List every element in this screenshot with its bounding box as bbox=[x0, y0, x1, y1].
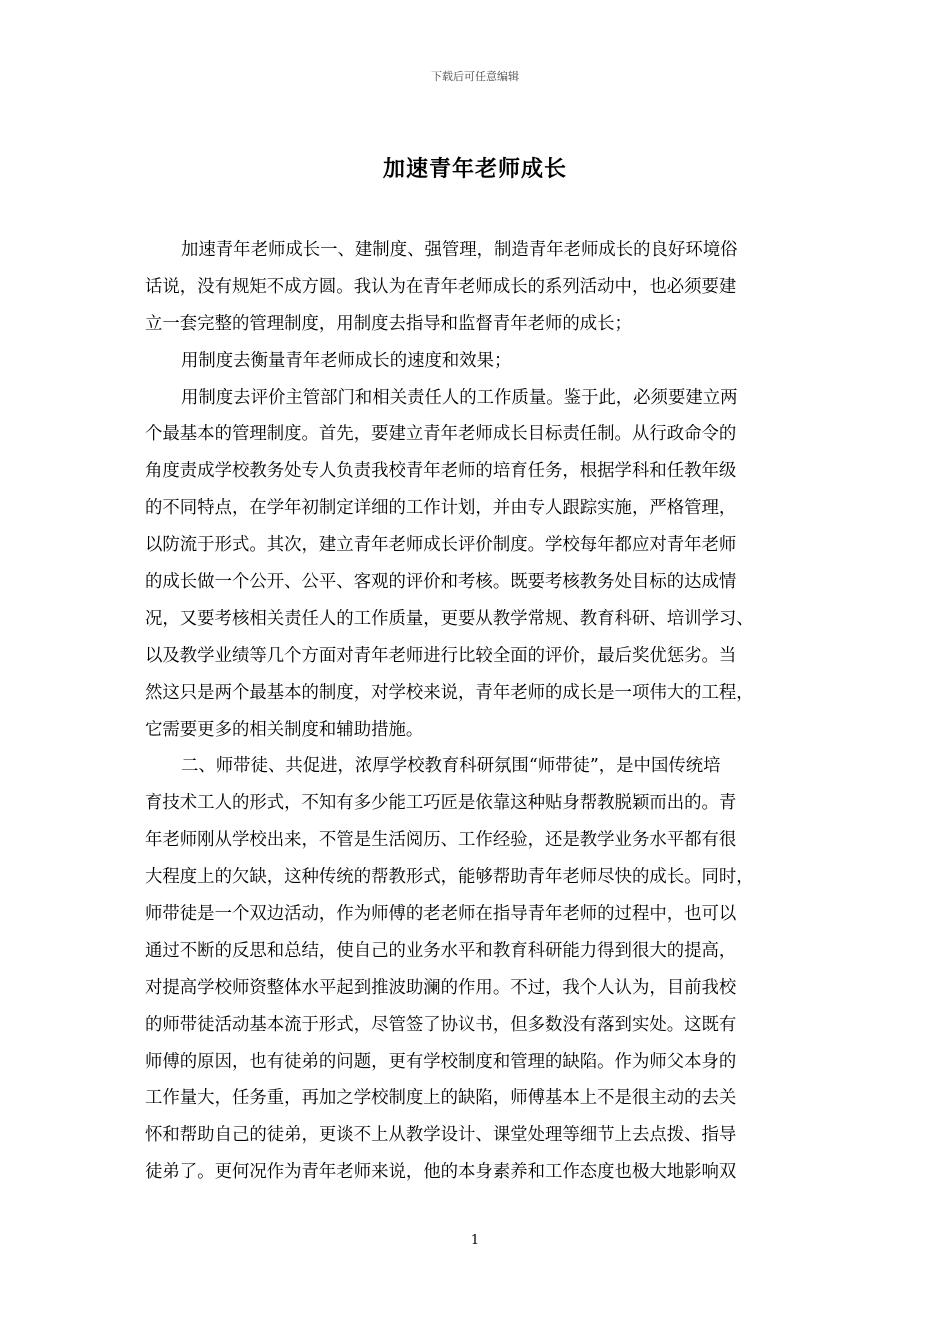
text-line: 对提高学校师资整体水平起到推波助澜的作用。不过，我个人认为，目前我校 bbox=[145, 977, 737, 998]
text-line: 然这只是两个最基本的制度，对学校来说，青年老师的成长是一项伟大的工程， bbox=[145, 682, 754, 703]
text-line: 个最基本的管理制度。首先，要建立青年老师成长目标责任制。从行政命令的 bbox=[145, 424, 737, 445]
text-line: 以防流于形式。其次，建立青年老师成长评价制度。学校每年都应对青年老师 bbox=[145, 535, 737, 556]
text-line: 年老师刚从学校出来，不管是生活阅历、工作经验，还是教学业务水平都有很 bbox=[145, 830, 737, 851]
text-line: 师带徒是一个双边活动，作为师傅的老老师在指导青年老师的过程中，也可以 bbox=[145, 904, 737, 925]
body-text bbox=[145, 232, 817, 1191]
header-note: 下载后可任意编辑 bbox=[431, 70, 519, 83]
text-line: 徒弟了。更何况作为青年老师来说，他的本身素养和工作态度也极大地影响双 bbox=[145, 1162, 737, 1183]
text-line: 用制度去评价主管部门和相关责任人的工作质量。鉴于此，必须要建立两 bbox=[181, 387, 738, 408]
text-line: 工作量大，任务重，再加之学校制度上的缺陷，师傅基本上不是很主动的去关 bbox=[145, 1088, 737, 1109]
text-line: 立一套完整的管理制度，用制度去指导和监督青年老师的成长； bbox=[145, 313, 632, 334]
text-line: 的师带徒活动基本流于形式，尽管签了协议书，但多数没有落到实处。这既有 bbox=[145, 1014, 737, 1035]
text-line: 的不同特点，在学年初制定详细的工作计划，并由专人跟踪实施，严格管理， bbox=[145, 498, 737, 519]
page-number: 1 bbox=[470, 1233, 480, 1248]
text-line: 用制度去衡量青年老师成长的速度和效果； bbox=[181, 350, 512, 371]
text-line: 育技术工人的形式，不知有多少能工巧匠是依靠这种贴身帮教脱颖而出的。青 bbox=[145, 793, 737, 814]
text-line: 的成长做一个公开、公平、客观的评价和考核。既要考核教务处目标的达成情 bbox=[145, 572, 737, 593]
text-line: 大程度上的欠缺，这种传统的帮教形式，能够帮助青年老师尽快的成长。同时， bbox=[145, 867, 754, 888]
text-line: 通过不断的反思和总结，使自己的业务水平和教育科研能力得到很大的提高， bbox=[145, 940, 737, 961]
text-line: 以及教学业绩等几个方面对青年老师进行比较全面的评价，最后奖优惩劣。当 bbox=[145, 645, 737, 666]
text-line: 况，又要考核相关责任人的工作质量，更要从教学常规、教育科研、培训学习、 bbox=[145, 608, 754, 629]
text-line: 角度责成学校教务处专人负责我校青年老师的培育任务，根据学科和任教年级 bbox=[145, 461, 737, 482]
text-line: 二、师带徒、共促进，浓厚学校教育科研氛围“师带徒”，是中国传统培 bbox=[181, 756, 721, 777]
text-line: 加速青年老师成长一、建制度、强管理，制造青年老师成长的良好环境俗 bbox=[181, 240, 738, 260]
document-title: 加速青年老师成长 bbox=[382, 156, 567, 182]
text-line: 话说，没有规矩不成方圆。我认为在青年老师成长的系列活动中，也必须要建 bbox=[145, 276, 737, 297]
text-line: 它需要更多的相关制度和辅助措施。 bbox=[145, 719, 424, 740]
text-line: 师傅的原因，也有徒弟的问题，更有学校制度和管理的缺陷。作为师父本身的 bbox=[145, 1051, 737, 1072]
text-line: 怀和帮助自己的徒弟，更谈不上从教学设计、课堂处理等细节上去点拨、指导 bbox=[145, 1125, 737, 1146]
